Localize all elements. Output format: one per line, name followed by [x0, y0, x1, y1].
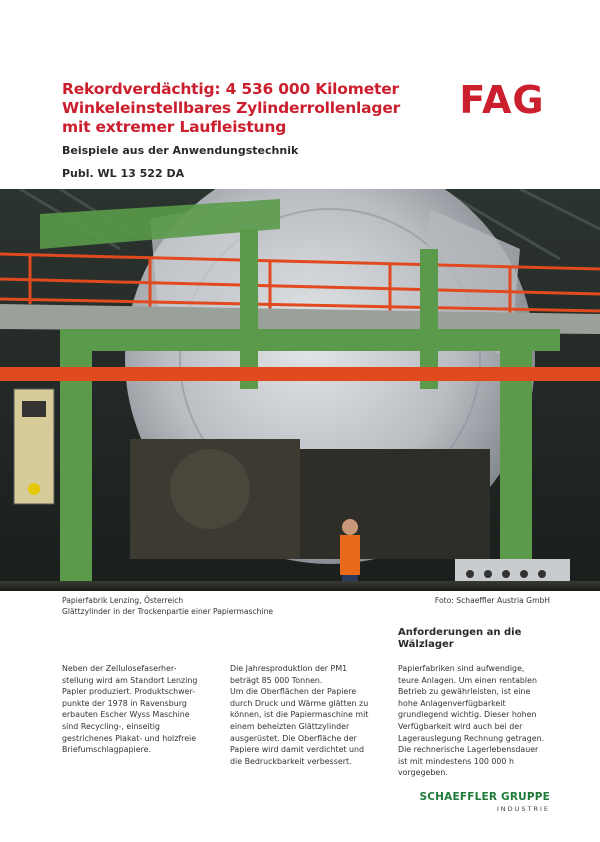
- text-line: Die Jahresproduktion der PM1: [230, 664, 348, 673]
- text-line: können, ist die Papiermaschine mit: [230, 710, 369, 720]
- text-line: Die rechnerische Lagerlebensdauer: [398, 745, 539, 755]
- title-line-1: Rekordverdächtig: 4 536 000 Kilometer: [62, 80, 399, 98]
- paper-machine-illustration: [0, 189, 600, 591]
- text-line: vorgegeben.: [398, 768, 448, 778]
- logo-text: FAG: [459, 80, 545, 118]
- text-line: punkte der 1978 in Ravensburg: [62, 698, 187, 708]
- text-line: Briefumschlagpapiere.: [62, 745, 151, 755]
- text-line: Um die Oberflächen der Papiere: [230, 687, 357, 697]
- schaeffler-brand: [412, 791, 550, 813]
- text-line: Neben der Zellulosefaserher-: [62, 664, 177, 673]
- text-line: gestrichenes Plakat- und holzfreie: [62, 733, 197, 743]
- text-line: ausgerüstet. Die Oberfläche der: [230, 733, 357, 743]
- text-line: durch Druck und Wärme glätten zu: [230, 698, 369, 708]
- caption-line-1: Papierfabrik Lenzing, Österreich: [62, 596, 184, 605]
- brand-subline: INDUSTRIE: [496, 805, 550, 813]
- text-line: die Bedruckbarkeit verbessert.: [230, 756, 352, 766]
- text-line: teure Anlagen. Um einen rentablen: [398, 675, 537, 685]
- body-column-3: [398, 663, 543, 779]
- text-line: hohe Anlagenverfügbarkeit: [398, 698, 506, 708]
- text-line: sind Recycling-, einseitig: [62, 721, 160, 731]
- text-line: Betrieb zu gewährleisten, ist eine: [398, 687, 531, 697]
- text-line: Verfügbarkeit wird auch bei der: [398, 721, 523, 731]
- fag-logo: [452, 80, 552, 118]
- machine-photo: [0, 189, 600, 591]
- section-heading: [398, 627, 558, 651]
- text-line: erbauten Escher Wyss Maschine: [62, 710, 190, 720]
- text-line: ist mit mindestens 100 000 h: [398, 756, 514, 766]
- publication-number: Publ. WL 13 522 DA: [62, 167, 185, 180]
- brand-name: SCHAEFFLER GRUPPE: [419, 791, 550, 803]
- title-line-2: Winkeleinstellbares Zylinderrollenlager: [62, 99, 401, 117]
- heading-line-2: Wälzlager: [398, 639, 454, 650]
- body-column-1: [62, 663, 207, 756]
- caption-line-2: Glättzylinder in der Trockenpartie einer Papiermaschine: [62, 607, 274, 616]
- body-column-2: [230, 663, 375, 767]
- text-line: Lagerauslegung Rechnung getragen.: [398, 733, 545, 743]
- text-line: Papierfabriken sind aufwendige,: [398, 664, 525, 673]
- text-line: grundlegend wichtig. Dieser hohen: [398, 710, 537, 720]
- photo-caption: [62, 595, 273, 617]
- text-line: einem beheizten Glättzylinder: [230, 721, 350, 731]
- document-title: [62, 80, 422, 137]
- heading-line-1: Anforderungen an die: [398, 627, 522, 638]
- text-line: stellung wird am Standort Lenzing: [62, 675, 198, 685]
- title-line-3: mit extremer Laufleistung: [62, 118, 287, 136]
- photo-credit: Foto: Schaeffler Austria GmbH: [434, 596, 550, 605]
- text-line: beträgt 85 000 Tonnen.: [230, 675, 323, 685]
- text-line: Papier produziert. Produktschwer-: [62, 687, 196, 697]
- document-subtitle: Beispiele aus der Anwendungstechnik: [62, 144, 299, 157]
- text-line: Papiere wird damit verdichtet und: [230, 745, 365, 755]
